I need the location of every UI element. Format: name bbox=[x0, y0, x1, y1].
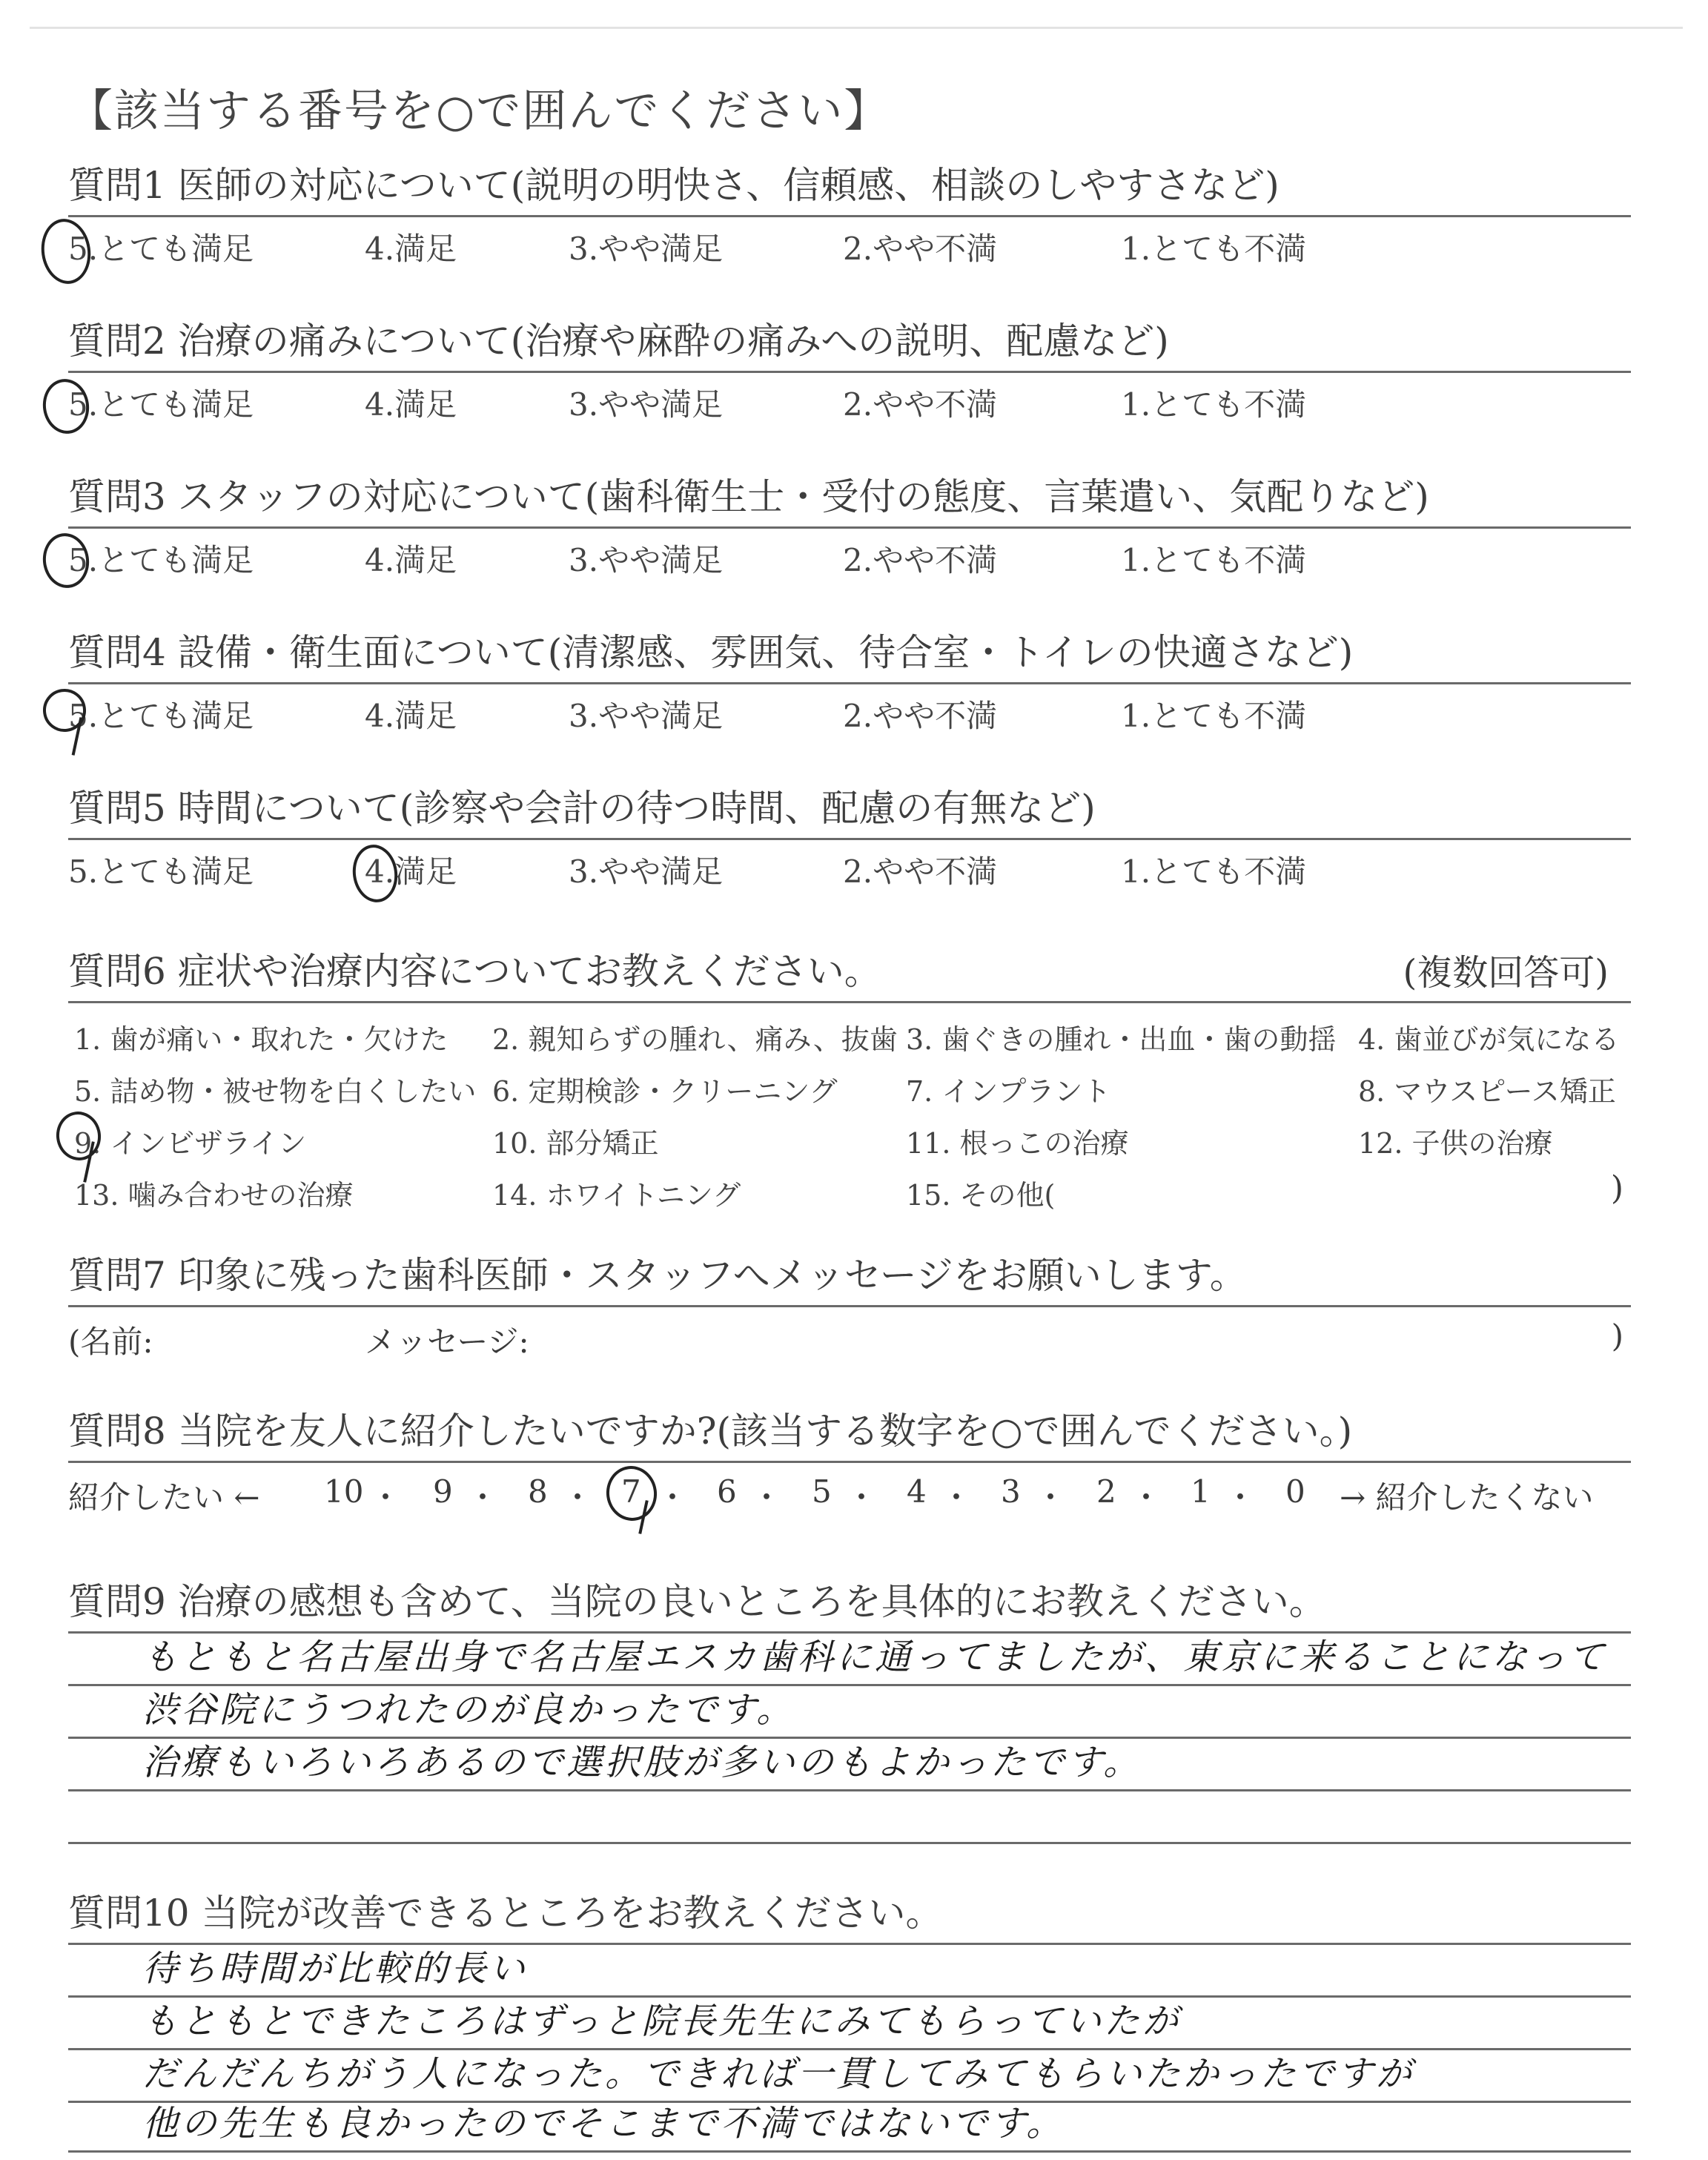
scale-2[interactable]: 2 bbox=[1096, 1473, 1116, 1510]
symptom-15[interactable]: 15. その他( bbox=[906, 1179, 1056, 1212]
question-5-title: 質問5 時間について(診察や会計の待つ時間、配慮の有無など) bbox=[68, 787, 1096, 830]
scale-left-label: 紹介したい ← bbox=[68, 1479, 260, 1516]
scale-10[interactable]: 10 bbox=[324, 1473, 364, 1510]
question-1-options bbox=[68, 217, 1631, 277]
hand-drawn-circle-mark bbox=[603, 1463, 661, 1525]
option-5[interactable]: 5.とても満足 bbox=[68, 386, 254, 423]
handwritten-line: だんだんちがう人になった。できれば一貫してみてもらいたかったですが bbox=[142, 2053, 1415, 2095]
scale-0[interactable]: 0 bbox=[1285, 1473, 1305, 1510]
symptom-12[interactable]: 12. 子供の治療 bbox=[1358, 1127, 1553, 1160]
option-5[interactable]: 5.とても満足 bbox=[68, 542, 254, 578]
question-2 bbox=[68, 311, 1631, 432]
symptom-11[interactable]: 11. 根っこの治療 bbox=[906, 1127, 1129, 1160]
symptom-9[interactable]: 9. インビザライン bbox=[74, 1127, 307, 1160]
option-1[interactable]: 1.とても不満 bbox=[1121, 542, 1307, 578]
option-3[interactable]: 3.やや満足 bbox=[569, 853, 724, 890]
question-8 bbox=[68, 1401, 1631, 1522]
option-3[interactable]: 3.やや満足 bbox=[569, 386, 724, 423]
option-1[interactable]: 1.とても不満 bbox=[1121, 231, 1307, 267]
question-6-title: 質問6 症状や治療内容についてお教えください。 bbox=[68, 950, 881, 993]
question-3-title: 質問3 スタッフの対応について(歯科衛生士・受付の態度、言葉遣い、気配りなど) bbox=[68, 475, 1429, 518]
question-2-title: 質問2 治療の痛みについて(治療や麻酔の痛みへの説明、配慮など) bbox=[68, 320, 1169, 363]
option-2[interactable]: 2.やや不満 bbox=[843, 853, 998, 890]
scale-separator: ・ bbox=[1035, 1479, 1067, 1516]
question-7-title: 質問7 印象に残った歯科医師・スタッフへメッセージをお願いします。 bbox=[68, 1254, 1247, 1297]
symptom-13[interactable]: 13. 噛み合わせの治療 bbox=[74, 1179, 354, 1212]
scale-separator: ・ bbox=[846, 1479, 878, 1516]
question-9-answer bbox=[68, 1634, 1631, 1844]
symptom-3[interactable]: 3. 歯ぐきの腫れ・出血・歯の動揺 bbox=[906, 1023, 1337, 1056]
handwritten-line: 治療もいろいろあるので選択肢が多いのもよかったです。 bbox=[142, 1742, 1142, 1783]
option-2[interactable]: 2.やや不満 bbox=[843, 386, 998, 423]
question-5 bbox=[68, 779, 1631, 899]
option-3[interactable]: 3.やや満足 bbox=[569, 698, 724, 734]
option-5[interactable]: 5.とても満足 bbox=[68, 698, 254, 734]
question-9 bbox=[68, 1579, 1631, 1844]
message-close-paren: ) bbox=[1611, 1318, 1623, 1354]
multiple-answer-note: (複数回答可) bbox=[1403, 952, 1609, 994]
question-4-options bbox=[68, 684, 1631, 744]
question-10 bbox=[68, 1891, 1631, 2153]
question-9-title: 質問9 治療の感想も含めて、当院の良いところを具体的にお教えください。 bbox=[68, 1580, 1326, 1623]
option-4[interactable]: 4.満足 bbox=[365, 698, 457, 734]
message-row bbox=[68, 1307, 1631, 1364]
symptom-2[interactable]: 2. 親知らずの腫れ、痛み、抜歯 bbox=[492, 1023, 898, 1056]
handwritten-line: 他の先生も良かったのでそこまで不満ではないです。 bbox=[142, 2103, 1065, 2144]
handwritten-line: 待ち時間が比較的長い bbox=[142, 1948, 529, 1989]
scale-6[interactable]: 6 bbox=[717, 1473, 737, 1510]
handwritten-line: 渋谷院にうつれたのが良かったです。 bbox=[142, 1689, 795, 1731]
question-8-title: 質問8 当院を友人に紹介したいですか?(該当する数字を○で囲んでください。) bbox=[68, 1410, 1353, 1453]
top-edge-line bbox=[30, 27, 1683, 29]
scale-separator: ・ bbox=[1225, 1479, 1257, 1516]
scale-separator: ・ bbox=[657, 1479, 689, 1516]
question-1-title: 質問1 医師の対応について(説明の明快さ、信頼感、相談のしやすさなど) bbox=[68, 164, 1280, 207]
scale-8[interactable]: 8 bbox=[528, 1473, 548, 1510]
question-5-options bbox=[68, 840, 1631, 899]
scale-separator: ・ bbox=[751, 1479, 783, 1516]
symptom-grid bbox=[68, 1003, 1631, 1226]
handwritten-line: もともとできたころはずっと院長先生にみてもらっていたが bbox=[142, 2001, 1182, 2042]
option-1[interactable]: 1.とても不満 bbox=[1121, 698, 1307, 734]
scale-separator: ・ bbox=[562, 1479, 594, 1516]
scale-separator: ・ bbox=[1131, 1479, 1162, 1516]
question-10-title: 質問10 当院が改善できるところをお教えください。 bbox=[68, 1892, 943, 1935]
scale-9[interactable]: 9 bbox=[433, 1473, 453, 1510]
scale-separator: ・ bbox=[467, 1479, 499, 1516]
scale-7[interactable]: 7 bbox=[621, 1473, 641, 1510]
option-1[interactable]: 1.とても不満 bbox=[1121, 386, 1307, 423]
recommendation-scale bbox=[68, 1463, 1631, 1522]
question-4 bbox=[68, 623, 1631, 744]
form-title: 【該当する番号を○で囲んでください】 bbox=[68, 85, 890, 137]
scale-separator: ・ bbox=[370, 1479, 402, 1516]
scale-separator: ・ bbox=[941, 1479, 973, 1516]
option-2[interactable]: 2.やや不満 bbox=[843, 698, 998, 734]
handwritten-line: もともと名古屋出身で名古屋エスカ歯科に通ってましたが、東京に来ることになって bbox=[142, 1636, 1608, 1678]
symptom-14[interactable]: 14. ホワイトニング bbox=[492, 1179, 741, 1212]
scale-4[interactable]: 4 bbox=[907, 1473, 927, 1510]
question-2-options bbox=[68, 373, 1631, 432]
scale-1[interactable]: 1 bbox=[1191, 1473, 1211, 1510]
symptom-8[interactable]: 8. マウスピース矯正 bbox=[1358, 1075, 1616, 1108]
question-1 bbox=[68, 156, 1631, 277]
question-7 bbox=[68, 1246, 1631, 1364]
symptom-5[interactable]: 5. 詰め物・被せ物を白くしたい bbox=[74, 1075, 477, 1108]
question-3-options bbox=[68, 529, 1631, 588]
symptom-10[interactable]: 10. 部分矯正 bbox=[492, 1127, 659, 1160]
symptom-4[interactable]: 4. 歯並びが気になる bbox=[1358, 1023, 1620, 1056]
other-close-paren: ) bbox=[1610, 1169, 1623, 1207]
symptom-1[interactable]: 1. 歯が痛い・取れた・欠けた bbox=[74, 1023, 448, 1056]
scale-right-label: → 紹介したくない bbox=[1340, 1479, 1594, 1516]
symptom-7[interactable]: 7. インプラント bbox=[906, 1075, 1111, 1108]
option-5[interactable]: 5.とても満足 bbox=[68, 853, 254, 890]
scale-3[interactable]: 3 bbox=[1001, 1473, 1021, 1510]
option-4[interactable]: 4.満足 bbox=[365, 853, 457, 890]
question-6 bbox=[68, 942, 1631, 1226]
option-1[interactable]: 1.とても不満 bbox=[1121, 853, 1307, 890]
symptom-6[interactable]: 6. 定期検診・クリーニング bbox=[492, 1075, 838, 1108]
scale-5[interactable]: 5 bbox=[812, 1473, 832, 1510]
option-4[interactable]: 4.満足 bbox=[365, 231, 457, 267]
option-2[interactable]: 2.やや不満 bbox=[843, 542, 998, 578]
option-5[interactable]: 5.とても満足 bbox=[68, 231, 254, 267]
option-2[interactable]: 2.やや不満 bbox=[843, 231, 998, 267]
option-3[interactable]: 3.やや満足 bbox=[569, 542, 724, 578]
question-10-answer bbox=[68, 1945, 1631, 2153]
name-label: (名前: bbox=[68, 1324, 153, 1360]
message-label: メッセージ: bbox=[365, 1324, 529, 1360]
question-3 bbox=[68, 467, 1631, 588]
option-4[interactable]: 4.満足 bbox=[365, 386, 457, 423]
option-3[interactable]: 3.やや満足 bbox=[569, 231, 724, 267]
option-4[interactable]: 4.満足 bbox=[365, 542, 457, 578]
question-4-title: 質問4 設備・衛生面について(清潔感、雰囲気、待合室・トイレの快適さなど) bbox=[68, 631, 1354, 674]
